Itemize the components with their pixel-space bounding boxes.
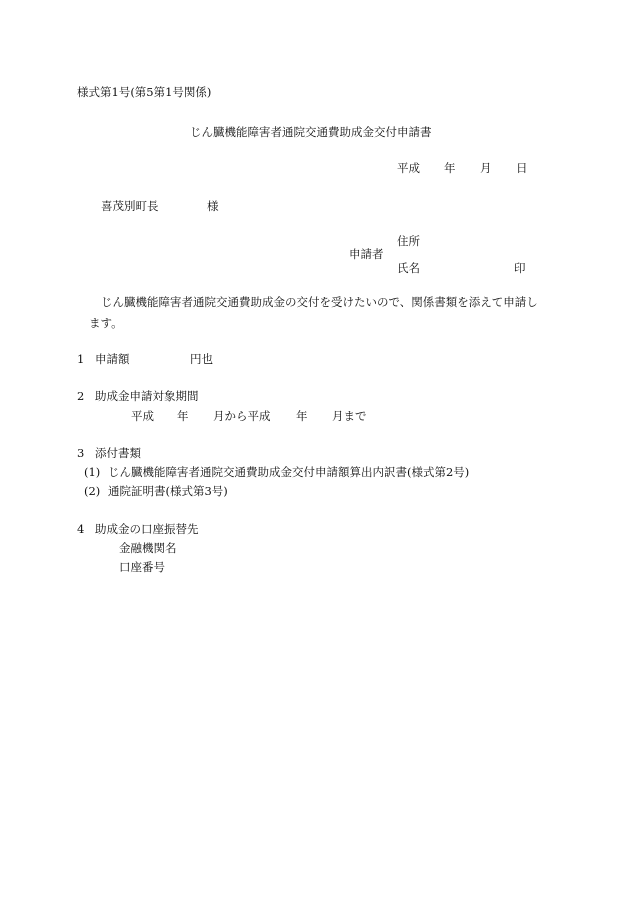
section-4-number: 4 xyxy=(77,522,85,536)
account-number-label: 口座番号 xyxy=(119,560,165,574)
period-month-from: 月から平成 xyxy=(213,409,271,423)
section-2-number: 2 xyxy=(77,389,85,403)
seal-mark: 印 xyxy=(514,261,526,275)
attachment-2: 通院証明書(様式第3号) xyxy=(108,484,228,498)
form-number: 様式第1号(第5第1号関係) xyxy=(77,85,212,99)
attachment-1: じん臓機能障害者通院交通費助成金交付申請額算出内訳書(様式第2号) xyxy=(108,465,470,479)
period-month-to: 月まで xyxy=(332,409,367,423)
period-year-1: 年 xyxy=(177,409,189,423)
section-1-heading: 申請額 xyxy=(95,352,130,366)
date-era: 平成 xyxy=(397,161,420,175)
intro-line-2: ます。 xyxy=(89,316,123,330)
name-label: 氏名 xyxy=(397,261,420,275)
date-day: 日 xyxy=(516,161,528,175)
section-1-number: 1 xyxy=(77,352,85,366)
date-year: 年 xyxy=(444,161,456,175)
date-month: 月 xyxy=(480,161,492,175)
period-era: 平成 xyxy=(131,409,154,423)
section-3-number: 3 xyxy=(77,446,85,460)
address-label: 住所 xyxy=(397,234,420,248)
section-3-heading: 添付書類 xyxy=(95,446,141,460)
intro-line-1: じん臓機能障害者通院交通費助成金の交付を受けたいので、関係書類を添えて申請し xyxy=(101,295,538,309)
period-year-2: 年 xyxy=(296,409,308,423)
bank-name-label: 金融機関名 xyxy=(119,541,177,555)
section-1-unit: 円也 xyxy=(190,352,213,366)
applicant-label: 申請者 xyxy=(349,247,384,261)
attachment-1-number: (1) xyxy=(84,465,101,479)
form-title: じん臓機能障害者通院交通費助成金交付申請書 xyxy=(190,125,432,139)
addressee-honorific: 様 xyxy=(207,199,219,213)
section-4-heading: 助成金の口座振替先 xyxy=(95,522,199,536)
section-2-heading: 助成金申請対象期間 xyxy=(95,389,199,403)
addressee-name: 喜茂別町長 xyxy=(101,199,159,213)
attachment-2-number: (2) xyxy=(84,484,101,498)
